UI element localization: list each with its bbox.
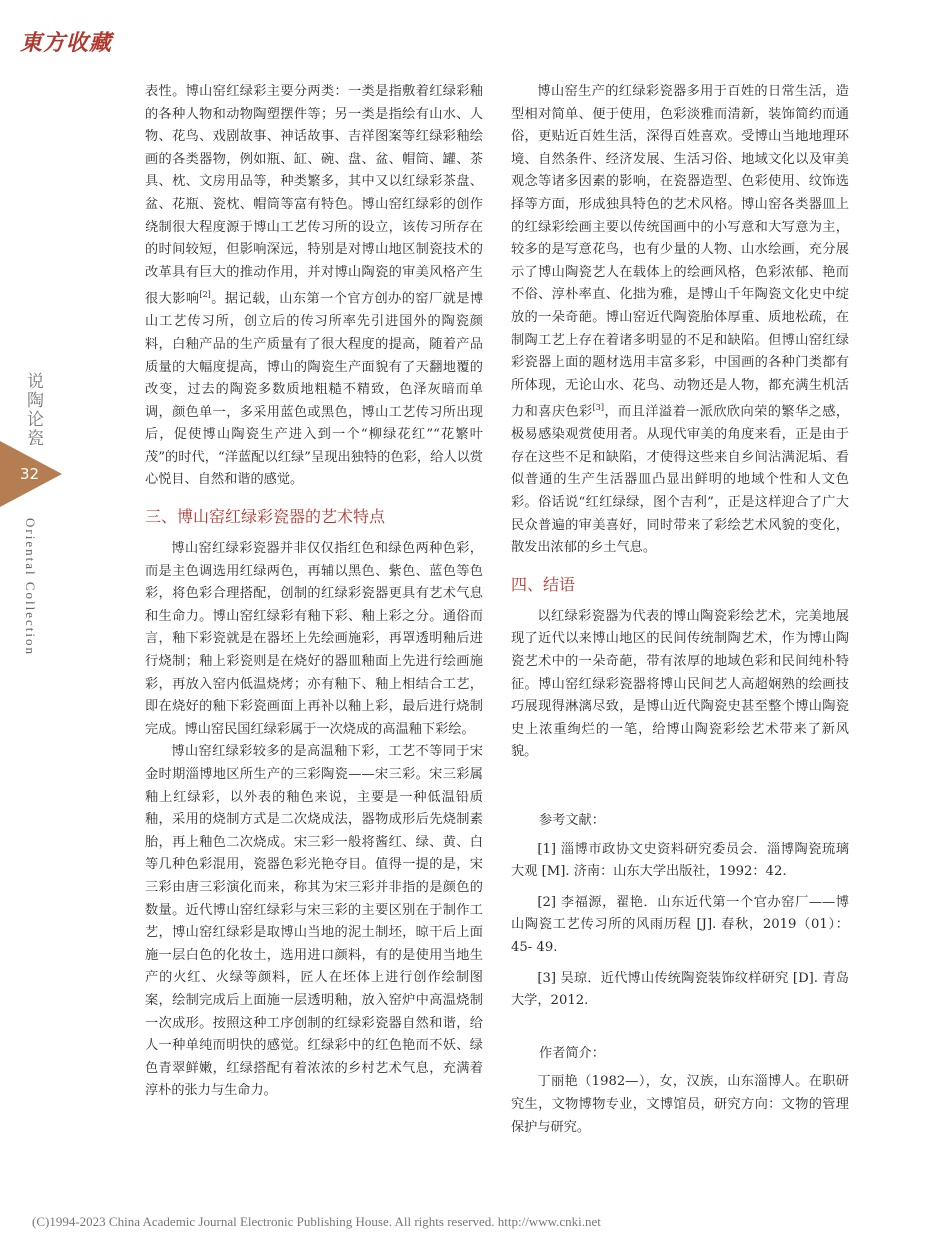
- paragraph-text: 表性。博山窑红绿彩主要分两类：一类是指敷着红绿彩釉的各种人物和动物陶塑摆件等；另一类是指绘有山水、人物、花鸟、戏剧故事、神话故事、吉祥图案等红绿彩釉绘画的各类器物，例如瓶、缸、碗、盘、盆、帽筒、罐、茶具、枕、文房用品等，种类繁多，其中又以红绿彩茶盘、盆、花瓶、瓷枕、帽筒等富有特色。博山窑红绿彩的创作绕制很大程度源于博山工艺传习所的设立，该传习所存在的时间较短，但影响深远，特别是对博山地区制瓷技术的改革具有巨大的推动作用，并对博山陶瓷的审美风格产生很大影响: [145, 84, 483, 307]
- citation: [2]: [199, 290, 211, 300]
- references-label: 参考文献：: [539, 813, 605, 829]
- references: [511, 810, 849, 1013]
- section-heading: 三、博山窑红绿彩瓷器的艺术特点: [145, 507, 386, 527]
- paragraph-text: 。据记载，山东第一个官方创办的窑厂就是博山工艺传习所，创立后的传习所率先引进国外的陶瓷颜料，白釉产品的生产质量有了很大程度的提高，随着产品质量的大幅度提高，博山的陶瓷生产面貌有了天翻地覆的改变，过去的陶瓷多数质地粗糙不精致，色泽灰暗而单调，颜色单一，多采用蓝色或黑色，博山工艺传习所出现后，促使博山陶瓷生产进入到一个“柳绿花红”“花繁叶茂”的时代，“洋蓝配以红绿”呈现出独特的色彩，给人以赏心悦目、自然和谐的感觉。: [145, 291, 484, 488]
- paragraph: 博山窑红绿彩瓷器并非仅仅指红色和绿色两种色彩，而是主色调选用红绿两色，再辅以黑色、紫色、蓝色等色彩，将色彩合理搭配，创制的红绿彩瓷器更具有艺术气息和生命力。博山窑红绿彩有釉下彩、釉上彩之分。通俗而言，釉下彩瓷就是在器坯上先绘画施彩，再罩透明釉后进行烧制；釉上彩瓷则是在烧好的器皿釉面上先进行绘画施彩，再放入窑内低温烧烤；亦有釉下、釉上相结合工艺，即在烧好的釉下彩瓷画面上再补以釉上彩，最后进行烧制完成。博山窑民国红绿彩属于一次烧成的高温釉下彩绘。: [145, 541, 483, 737]
- left-column: [145, 81, 483, 1103]
- reference-item: [1] 淄博市政协文史资料研究委员会．淄博陶瓷琉璃大观 [M]. 济南：山东大学出版社，1992：42.: [511, 841, 849, 880]
- paragraph-text: ，而且洋溢着一派欣欣向荣的繁华之感，极易感染观赏使用者。从现代审美的角度来看，正是由于存在这些不足和缺陷，才使得这些来自乡间沾满泥垢、看似普通的生产生活器皿凸显出鲜明的地域个性和人文色彩。俗话说“红红绿绿，图个吉利”，正是这样迎合了广大民众普遍的审美喜好，同时带来了彩绘艺术风貌的变化，散发出浓郁的乡土气息。: [511, 404, 850, 556]
- section-heading: 四、结语: [511, 574, 576, 594]
- page-number: 32: [20, 465, 40, 483]
- column-name: 说陶论瓷: [23, 372, 43, 448]
- reference-item: [2] 李福源，翟艳．山东近代第一个官办窑厂——博山陶瓷工艺传习所的风雨历程 [J]. 春秋，2019（01）：45- 49.: [511, 894, 849, 955]
- author-text: 丁丽艳（1982—），女，汉族，山东淄博人。在职研究生，文物博物专业，文博馆员，研究方向：文物的管理保护与研究。: [511, 1074, 849, 1135]
- paragraph: 博山窑红绿彩较多的是高温釉下彩，工艺不等同于宋金时期淄博地区所生产的三彩陶瓷——宋三彩。宋三彩属釉上红绿彩，以外表的釉色来说，主要是一种低温铅质釉，采用的烧制方式是二次烧成法，器物成形后先烧制素胎，再上釉色二次烧成。宋三彩一般将酱红、绿、黄、白等几种色彩混用，瓷器色彩光艳夺目。值得一提的是，宋三彩由唐三彩演化而来，称其为宋三彩并非指的是颜色的数量。近代博山窑红绿彩与宋三彩的主要区别在于制作工艺，博山窑红绿彩是取博山当地的泥土制坯，晾干后上面施一层白色的化妆土，选用进口颜料，有的是使用当地生产的火红、火绿等颜料，匠人在坯体上进行创作绘制图案，绘制完成后上面施一层透明釉，放入窑炉中高温烧制一次成形。按照这种工序创制的红绿彩瓷器自然和谐，给人一种单纯而明快的感觉。红绿彩中的红色艳而不妖、绿色青翠鲜嫩，红绿搭配有着浓浓的乡村艺术气息，充满着淳朴的张力与生命力。: [145, 744, 483, 1099]
- author-label: 作者简介：: [539, 1045, 605, 1061]
- right-column: [511, 81, 849, 1139]
- journal-name-en: Oriental Collection: [23, 518, 38, 657]
- author-bio: [511, 1043, 849, 1139]
- reference-item: [3] 吴琼．近代博山传统陶瓷装饰纹样研究 [D]. 青岛大学，2012.: [511, 970, 849, 1009]
- citation: [3]: [592, 403, 605, 413]
- paragraph-text: 博山窑生产的红绿彩瓷器多用于百姓的日常生活，造型相对简单、便于使用，色彩淡雅而清新，装饰简约而通俗，更贴近百姓生活，深得百姓喜欢。受博山当地地理环境、自然条件、经济发展、生活习俗、地域文化以及审美观念等诸多因素的影响，在瓷器造型、色彩使用、纹饰选择等方面，形成独具特色的艺术风格。博山窑各类器皿上的红绿彩绘画主要以传统国画中的小写意和大写意为主，较多的是写意花鸟，也有少量的人物、山水绘画，充分展示了博山陶瓷艺人在载体上的绘画风格，色彩浓郁、艳而不俗、淳朴率直、化拙为雅，是博山千年陶瓷文化史中绽放的一朵奇葩。博山窑近代陶瓷胎体厚重、质地松疏，在制陶工艺上存在着诸多明显的不足和缺陷。但博山窑红绿彩瓷器上面的题材选用丰富多彩，中国画的各种门类都有所体现，无论山水、花鸟、动物还是人物，都充满生机活力和喜庆色彩: [511, 84, 849, 420]
- paragraph: [145, 81, 483, 492]
- paragraph: 以红绿彩瓷器为代表的博山陶瓷彩绘艺术，完美地展现了近代以来博山地区的民间传统制陶艺术，作为博山陶瓷艺术中的一朵奇葩，带有浓厚的地域色彩和民间纯朴特征。博山窑红绿彩瓷器将博山民间艺人高超娴熟的绘画技巧展现得淋漓尽致，是博山近代陶瓷史甚至整个博山陶瓷史上浓重绚烂的一笔，给博山陶瓷彩绘艺术带来了新风貌。: [511, 608, 849, 760]
- paragraph: [511, 81, 849, 560]
- journal-logo: 東方收藏: [20, 30, 113, 56]
- copyright-footer: (C)1994-2023 China Academic Journal Electronic Publishing House. All rights reserved. http://www.cnki.net: [32, 1214, 601, 1229]
